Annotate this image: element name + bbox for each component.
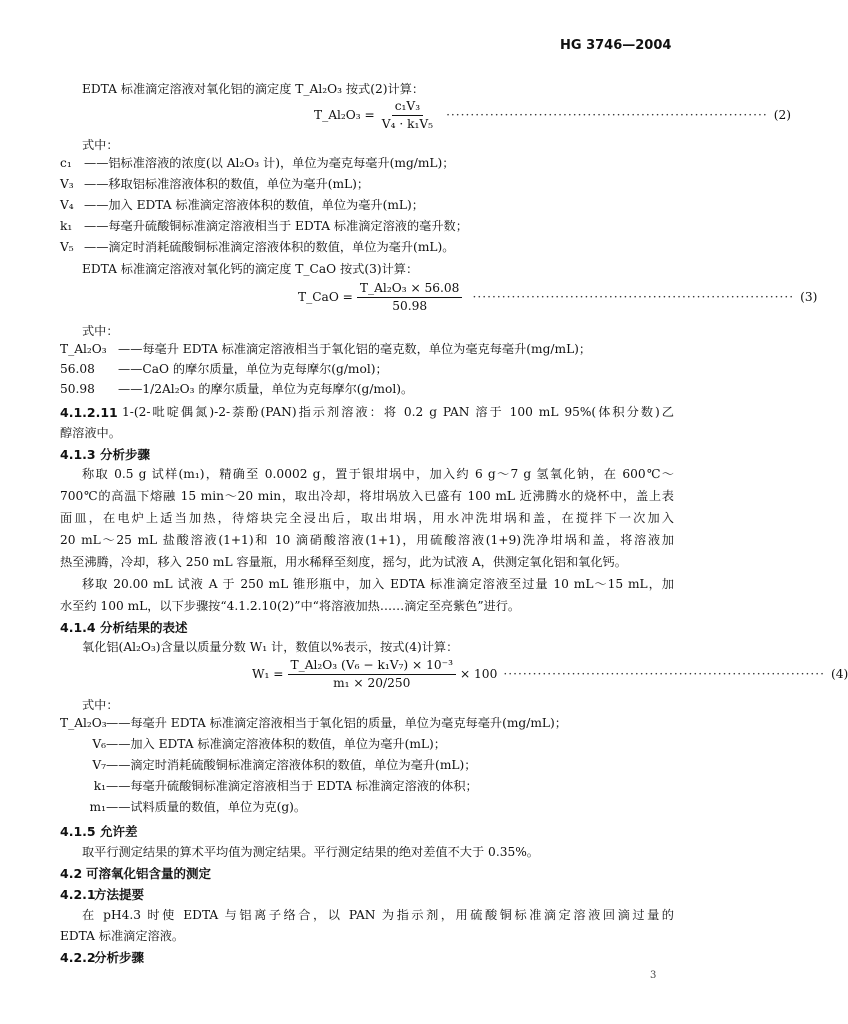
eq4-tail: × 100 bbox=[459, 666, 498, 681]
eq3-number: (3) bbox=[800, 289, 818, 304]
definition-item: 56.08 ——CaO 的摩尔质量，单位为克每摩尔(g/mol)； bbox=[60, 362, 388, 376]
dot-leader: ·································································· bbox=[503, 666, 826, 681]
eq4-denominator: m₁ × 20/250 bbox=[333, 675, 411, 690]
procedure-line: 水至约 100 mL，以下步骤按“4.1.2.10(2)”中“将溶液加热……滴定至亮紫色”进行。 bbox=[60, 599, 521, 613]
eq4-lhs: W₁ = bbox=[252, 666, 284, 681]
definition-item: k₁ ——每毫升硫酸铜标准滴定溶液相当于 EDTA 标准滴定溶液的毫升数； bbox=[60, 219, 468, 233]
where-label: 式中： bbox=[82, 698, 119, 712]
procedure-line: 移取 20.00 mL 试液 A 于 250 mL 锥形瓶中，加入 EDTA 标准滴定溶液至过量 10 mL～15 mL，加 bbox=[82, 577, 674, 591]
definition-item: V₃ ——移取铝标准溶液体积的数值，单位为毫升(mL)； bbox=[60, 177, 370, 191]
section-4-2-1: 4.2.1方法提要 bbox=[60, 887, 145, 902]
definition-item: T_Al₂O₃ ——每毫升 EDTA 标准滴定溶液相当于氧化铝的毫克数，单位为毫克每毫升(mg/mL)； bbox=[60, 342, 592, 356]
definition-item: V₅ ——滴定时消耗硫酸铜标准滴定溶液体积的数值，单位为毫升(mL)。 bbox=[60, 240, 455, 254]
where-label: 式中： bbox=[82, 324, 119, 338]
standard-number: HG 3746—2004 bbox=[560, 38, 672, 53]
eq3-denominator: 50.98 bbox=[392, 298, 428, 313]
section-4-2-2: 4.2.2分析步骤 bbox=[60, 950, 145, 965]
section-4-1-3: 4.1.3 分析步骤 bbox=[60, 447, 151, 462]
equation-3 bbox=[298, 281, 818, 313]
procedure-line: 称取 0.5 g 试样(m₁)，精确至 0.0002 g，置于银坩埚中，加入约 6 g～7 g 氢氧化钠，在 600℃～ bbox=[82, 467, 674, 481]
intro-eq2: EDTA 标准滴定溶液对氧化铝的滴定度 T_Al₂O₃ 按式(2)计算： bbox=[82, 82, 425, 96]
principle-line: 在 pH4.3 时使 EDTA 与铝离子络合，以 PAN 为指示剂，用硫酸铜标准滴定溶液回滴过量的 bbox=[82, 908, 674, 922]
definition-item: T_Al₂O₃ ——每毫升 EDTA 标准滴定溶液相当于氧化铝的质量，单位为毫克每毫升(mg/mL)； bbox=[60, 716, 567, 730]
eq2-lhs: T_Al₂O₃ = bbox=[314, 107, 375, 122]
equation-2 bbox=[314, 99, 792, 131]
page-number: 3 bbox=[650, 970, 657, 981]
tolerance-text: 取平行测定结果的算术平均值为测定结果。平行测定结果的绝对差值不大于 0.35%。 bbox=[82, 845, 539, 859]
section-4-1-4: 4.1.4 分析结果的表述 bbox=[60, 620, 188, 635]
definition-item: m₁ ——试料质量的数值，单位为克(g)。 bbox=[89, 800, 307, 814]
definition-list bbox=[60, 156, 468, 261]
dot-leader: ·································································· bbox=[446, 107, 768, 122]
intro-eq4: 氧化铝(Al₂O₃)含量以质量分数 W₁ 计，数值以%表示，按式(4)计算： bbox=[82, 640, 459, 654]
eq2-fraction bbox=[379, 99, 436, 131]
principle-line: EDTA 标准滴定溶液。 bbox=[60, 929, 185, 943]
definition-list bbox=[60, 716, 567, 821]
intro-eq3: EDTA 标准滴定溶液对氧化钙的滴定度 T_CaO 按式(3)计算： bbox=[82, 262, 419, 276]
eq4-numerator: T_Al₂O₃ (V₆ − k₁V₇) × 10⁻³ bbox=[288, 658, 456, 675]
definition-item: k₁ ——每毫升硫酸铜标准滴定溶液相当于 EDTA 标准滴定溶液的体积； bbox=[93, 779, 478, 793]
eq4-fraction bbox=[288, 658, 456, 690]
procedure-line: 700℃的高温下熔融 15 min～20 min，取出冷却，将坩埚放入已盛有 100 mL 近沸腾水的烧杯中，盖上表 bbox=[60, 489, 674, 503]
definition-item: c₁ ——铝标准溶液的浓度(以 Al₂O₃ 计)，单位为毫克每毫升(mg/mL)； bbox=[60, 156, 455, 170]
equation-4 bbox=[252, 658, 848, 690]
definition-item: V₆ ——加入 EDTA 标准滴定溶液体积的数值，单位为毫升(mL)； bbox=[92, 737, 446, 751]
where-label: 式中： bbox=[82, 138, 119, 152]
eq2-number: (2) bbox=[773, 107, 792, 122]
procedure-line: 热至沸腾，冷却，移入 250 mL 容量瓶，用水稀释至刻度，摇匀，此为试液 A，供测定氧化铝和氧化钙。 bbox=[60, 555, 627, 569]
section-4-2: 4.2 可溶氧化铝含量的测定 bbox=[60, 866, 212, 881]
definition-item: V₇ ——滴定时消耗硫酸铜标准滴定溶液体积的数值，单位为毫升(mL)； bbox=[92, 758, 477, 772]
eq3-lhs: T_CaO = bbox=[298, 289, 353, 304]
eq3-fraction bbox=[357, 281, 463, 313]
clause-4-1-2-11-cont: 醇溶液中。 bbox=[60, 426, 121, 440]
eq3-numerator: T_Al₂O₃ × 56.08 bbox=[357, 281, 463, 298]
section-4-1-5: 4.1.5 允许差 bbox=[60, 824, 138, 839]
eq4-number: (4) bbox=[831, 666, 848, 681]
procedure-line: 20 mL～25 mL 盐酸溶液(1+1)和 10 滴硝酸溶液(1+1)，用硫酸溶液(1+9)洗净坩埚和盖，将溶液加 bbox=[60, 533, 674, 547]
eq2-numerator: c₁V₃ bbox=[392, 99, 423, 116]
dot-leader: ·································································· bbox=[472, 289, 795, 304]
definition-item: 50.98 ——1/2Al₂O₃ 的摩尔质量，单位为克每摩尔(g/mol)。 bbox=[60, 382, 414, 396]
definition-item: V₄ ——加入 EDTA 标准滴定溶液体积的数值，单位为毫升(mL)； bbox=[60, 198, 424, 212]
clause-4-1-2-11: 4.1.2.11 1-(2-吡啶偶氮)-2-萘酚(PAN)指示剂溶液：将 0.2 g PAN 溶于 100 mL 95%(体积分数)乙 bbox=[60, 405, 674, 420]
eq2-denominator: V₄ · k₁V₅ bbox=[381, 116, 434, 131]
procedure-line: 面皿，在电炉上适当加热，待熔块完全浸出后，取出坩埚，用水冲洗坩埚和盖，在搅拌下一次加入 bbox=[60, 511, 674, 525]
definition-list bbox=[60, 342, 591, 402]
